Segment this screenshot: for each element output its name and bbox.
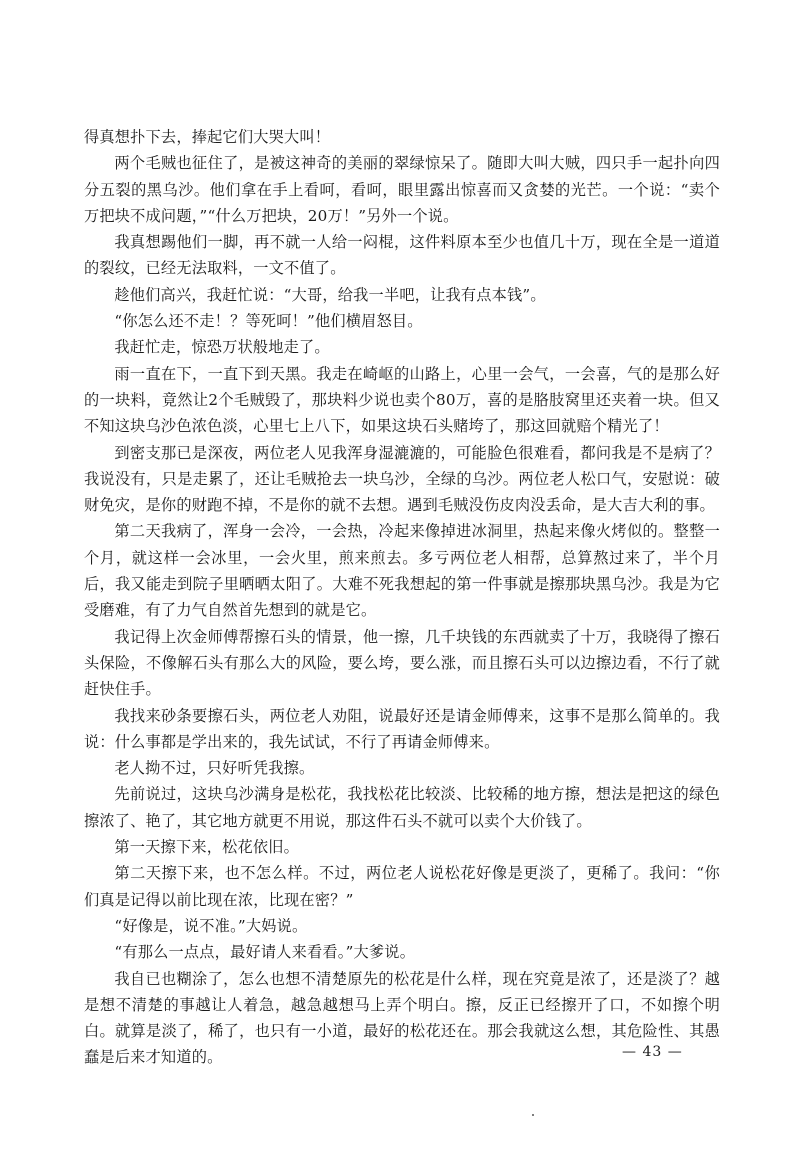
paragraph-16: “好像是，说不准。”大妈说。 — [114, 916, 308, 935]
paragraph-8: 到密支那已是深夜，两位老人见我浑身湿漉漉的，可能脸色很难看，都问我是不是病了？我说没有，只是走累了，还让毛贼抢去一块乌沙，全绿的乌沙。两位老人松口气，安慰说：破财免灾，是你的财跑不掉，不是你的就不去想。遇到毛贼没伤皮肉没丢命，是大吉大利的事。 — [84, 443, 720, 515]
paragraph-15: 第二天擦下来，也不怎么样。不过，两位老人说松花好像是更淡了，更稀了。我问：“你们真是记得以前比现在浓，比现在密？” — [84, 864, 720, 909]
paragraph-14: 第一天擦下来，松花依旧。 — [114, 838, 300, 857]
paragraph-3: 我真想踢他们一脚，再不就一人给一闷棍，这件料原本至少也值几十万，现在全是一道道的裂纹，已经无法取料，一文不值了。 — [84, 233, 720, 278]
paragraph-17: “有那么一点点，最好请人来看看。”大爹说。 — [114, 943, 416, 962]
paragraph-2: 两个毛贼也征住了，是被这神奇的美丽的翠绿惊呆了。随即大叫大贼，四只手一起扑向四分五裂的黑乌沙。他们拿在手上看呵，看呵，眼里露出惊喜而又贪婪的光芒。一个说：“卖个万把块不成问题，”“什么万把块，20万！”另外一个说。 — [84, 154, 720, 225]
body-text — [84, 124, 720, 1071]
paragraph-1: 得真想扑下去，捧起它们大哭大叫！ — [84, 128, 331, 146]
paragraph-5: “你怎么还不走！？等死呵！”他们横眉怒目。 — [114, 312, 423, 331]
paragraph-13: 先前说过，这块乌沙满身是松花，我找松花比较淡、比较稀的地方擦，想法是把这的绿色擦浓了、艳了，其它地方就更不用说，那这件石头不就可以卖个大价钱了。 — [84, 785, 720, 830]
page-number: — 43 — — [622, 1044, 683, 1060]
paragraph-9: 第二天我病了，浑身一会冷，一会热，冷起来像掉进冰洞里，热起来像火烤似的。整整一个月，就这样一会冰里，一会火里，煎来煎去。多亏两位老人相帮，总算熬过来了，半个月后，我又能走到院子里晒晒太阳了。大难不死我想起的第一件事就是擦那块黑乌沙。我是为它受磨难，有了力气自然首先想到的就是它。 — [84, 522, 720, 620]
scan-speck — [532, 1114, 534, 1116]
paragraph-12: 老人拗不过，只好听凭我擦。 — [114, 759, 315, 778]
paragraph-10: 我记得上次金师傅帮擦石头的情景，他一擦，几千块钱的东西就卖了十万，我晓得了擦石头保险，不像解石头有那么大的风险，要么垮，要么涨，而且擦石头可以边擦边看，不行了就赶快住手。 — [84, 627, 720, 699]
paragraph-4: 趁他们高兴，我赶忙说：“大哥，给我一半吧，让我有点本钱”。 — [114, 285, 546, 304]
paragraph-18: 我自已也糊涂了，怎么也想不清楚原先的松花是什么样，现在究竟是浓了，还是淡了？越是想不清楚的事越让人着急，越急越想马上弄个明白。擦，反正已经擦开了口，不如擦个明白。就算是淡了，稀了，也只有一小道，最好的松花还在。那会我就这么想，其危险性、其愚蠢是后来才知道的。 — [84, 969, 720, 1067]
paragraph-6: 我赶忙走，惊恐万状般地走了。 — [114, 338, 330, 357]
paragraph-11: 我找来砂条要擦石头，两位老人劝阻，说最好还是请金师傅来，这事不是那么简单的。我说：什么事都是学出来的，我先试试，不行了再请金师傅来。 — [84, 706, 720, 751]
paragraph-7: 雨一直在下，一直下到天黑。我走在崎岖的山路上，心里一会气，一会喜，气的是那么好的一块料，竟然让2个毛贼毁了，那块料少说也卖个80万，喜的是胳肢窝里还夹着一块。但又不知这块乌沙色浓色淡，心里七上八下，如果这块石头赌垮了，那这回就赔个精光了！ — [84, 364, 720, 436]
